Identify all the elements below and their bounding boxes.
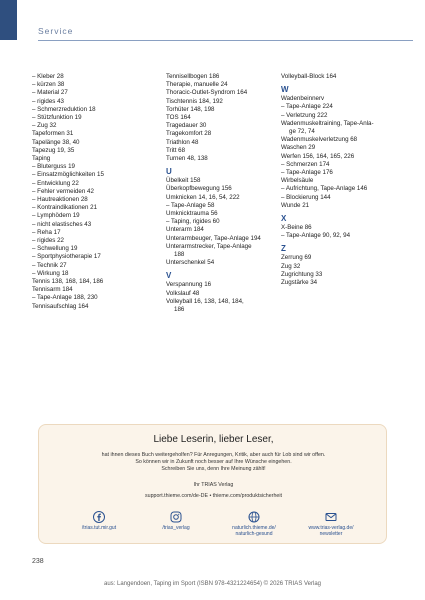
index-entry: Unterarmstrecker, Tape-Anlage <box>166 242 252 250</box>
index-entry: – Tape-Anlage 58 <box>166 201 215 209</box>
index-entry: Tapezug 19, 35 <box>32 146 75 154</box>
index-entry: Zugstärke 34 <box>281 279 318 287</box>
card-message <box>53 452 374 474</box>
index-entry: Übelkeit 158 <box>166 177 201 185</box>
index-entry: Tritt 68 <box>166 146 186 154</box>
website-label-line-2: naturlich-gesund <box>235 531 273 537</box>
index-entry: – Schmerzreduktion 18 <box>32 105 96 113</box>
index-entry: TOS 164 <box>166 114 191 122</box>
card-signature: Ihr TRIAS Verlag <box>193 482 234 488</box>
index-entry: – Bluterguss 19 <box>32 163 75 171</box>
reader-feedback-card <box>38 424 387 544</box>
index-entry: – Lymphödem 19 <box>32 212 80 220</box>
index-entry: – Tape-Anlage 224 <box>281 103 333 111</box>
social-facebook[interactable] <box>59 511 139 531</box>
page-number: 238 <box>32 558 44 565</box>
index-entry: Volleyball-Block 164 <box>281 73 337 80</box>
index-entry: – Stützfunktion 19 <box>32 114 82 122</box>
index-letter-heading: U <box>166 167 172 177</box>
index-entry: Wadenmuskeltraining, Tape-Anla- <box>281 119 374 127</box>
index-entry: – rigides 22 <box>32 237 64 245</box>
instagram-icon <box>170 511 182 523</box>
support-links[interactable]: support.thieme.com/de-DE • thieme.com/produktsicherheit <box>145 493 282 499</box>
index-entry: – Reha 17 <box>32 228 61 236</box>
index-entry: Tragedauer 30 <box>166 122 207 130</box>
social-instagram[interactable] <box>136 511 216 531</box>
top-band <box>0 0 425 28</box>
index-entry: Volleyball 16, 138, 148, 184, <box>166 297 244 305</box>
mail-icon <box>325 511 337 523</box>
index-entry: Volkslauf 48 <box>166 289 200 297</box>
index-entry: Taping <box>32 155 51 163</box>
index-entry: – rigides 43 <box>32 97 64 105</box>
globe-icon <box>248 511 260 523</box>
newsletter-label-line-1: www.trias-verlag.de/ <box>308 525 354 531</box>
index-entry: Tragekomfort 28 <box>166 130 212 138</box>
index-letter-heading: Z <box>281 244 286 254</box>
index-entry: – Verletzung 222 <box>281 111 328 119</box>
index-entry: – Einsatzmöglichkeiten 15 <box>32 171 104 179</box>
index-entry: Waschen 29 <box>281 144 316 152</box>
index-entry: – Zug 32 <box>32 122 57 130</box>
section-color-bar <box>0 0 17 40</box>
website-label-line-1: naturlich.thieme.de/ <box>232 525 276 531</box>
index-entry: X-Beine 86 <box>281 224 312 232</box>
index-entry: – Technik 27 <box>32 261 67 269</box>
index-entry: Tischtennis 184, 192 <box>166 97 223 105</box>
website-link[interactable] <box>214 511 294 537</box>
index-entry: 188 <box>174 251 185 259</box>
index-entry: Tapeformen 31 <box>32 130 74 138</box>
index-entry: Zugrichtung 33 <box>281 270 323 278</box>
index-entry: Verspannung 16 <box>166 281 212 289</box>
index-entry: – Wirkung 18 <box>32 269 69 277</box>
index-column-2 <box>166 73 276 314</box>
card-message-line-1: hat ihnen dieses Buch weitergeholfen? Für Anregungen, Kritik, aber auch für Lob sind wir offen. <box>101 452 326 458</box>
index-column-3 <box>281 73 401 287</box>
index-entry: – Kleber 28 <box>32 73 64 80</box>
copyright-footer: aus: Langendoen, Taping im Sport (ISBN 978-4321224654) © 2026 TRIAS Verlag <box>103 581 321 587</box>
index-entry: – Blockierung 144 <box>281 193 331 201</box>
index-letter-heading: X <box>281 214 287 224</box>
index-entry: Wunde 21 <box>281 201 310 209</box>
index-entry: Unterschenkel 54 <box>166 259 215 267</box>
facebook-icon <box>93 511 105 523</box>
index-letter-heading: V <box>166 271 172 281</box>
index-entry: Wadenmuskelverletzung 68 <box>281 136 358 144</box>
index-entry: Wirbelsäule <box>281 177 314 185</box>
newsletter-link[interactable] <box>291 511 371 537</box>
index-entry: – Sportphysiotherapie 17 <box>32 253 101 261</box>
index-entry: Therapie, manuelle 24 <box>166 81 228 89</box>
index-entry: Umknicken 14, 16, 54, 222 <box>166 193 240 201</box>
index-entry: Umknicktrauma 56 <box>166 210 218 218</box>
newsletter-label-line-2: newsletter <box>319 531 343 537</box>
index-entry: – Aufrichtung, Tape-Anlage 146 <box>281 185 368 193</box>
index-letter-heading: W <box>281 85 289 95</box>
index-entry: – Schmerzen 174 <box>281 160 330 168</box>
index-entry: Zerrung 69 <box>281 254 312 262</box>
index-entry: – kürzen 38 <box>32 81 65 89</box>
index-entry: Tennisarm 184 <box>32 286 73 294</box>
card-message-line-2: So können wir in Zukunft noch besser auf Ihre Wünsche eingehen. <box>135 459 292 466</box>
index-entry: Unterarm 184 <box>166 226 204 234</box>
index-entry: – nicht elastisches 43 <box>32 220 92 228</box>
index-entry: – Taping, rigides 60 <box>166 218 220 226</box>
card-title: Liebe Leserin, lieber Leser, <box>153 434 274 445</box>
index-entry: Tennisaufschlag 164 <box>32 302 89 310</box>
section-label: Service <box>38 26 74 36</box>
index-entry: Tapelänge 38, 40 <box>32 138 80 146</box>
index-entry: – Material 27 <box>32 89 68 97</box>
index-entry: Triathlon 48 <box>166 138 199 146</box>
index-entry: – Kontraindikationen 21 <box>32 204 98 212</box>
index-entry: Torhüter 148, 198 <box>166 105 215 113</box>
index-entry: Turnen 48, 138 <box>166 155 208 163</box>
index-entry: – Tape-Anlage 188, 230 <box>32 294 98 302</box>
index-entry: 186 <box>174 306 185 314</box>
index-entry: Tennis 138, 168, 184, 186 <box>32 278 104 286</box>
index-entry: Zug 32 <box>281 262 301 270</box>
index-entry: – Fehler vermeiden 42 <box>32 187 94 195</box>
index-entry: Thoracic-Outlet-Syndrom 164 <box>166 89 248 97</box>
index-entry: – Entwicklung 22 <box>32 179 79 187</box>
index-entry: – Schwellung 19 <box>32 245 78 253</box>
index-entry: ge 72, 74 <box>289 128 315 136</box>
section-divider <box>38 40 413 41</box>
index-entry: – Hautreaktionen 28 <box>32 196 88 204</box>
index-entry: Wadenbeinnerv <box>281 95 325 103</box>
index-column-1 <box>32 73 147 311</box>
index-entry: Unterarmbeuger, Tape-Anlage 194 <box>166 234 261 242</box>
social-facebook-label: /trias.tut.mir.gut <box>81 525 117 531</box>
index-entry: Tennisellbogen 186 <box>166 73 220 80</box>
social-instagram-label: /trias_verlag <box>162 525 190 531</box>
index-entry: Werfen 156, 164, 165, 226 <box>281 152 355 160</box>
index-entry: – Tape-Anlage 90, 92, 94 <box>281 232 351 240</box>
card-message-line-3: Schreiben Sie uns, denn Ihre Meinung zählt! <box>161 466 266 473</box>
index-entry: – Tape-Anlage 176 <box>281 169 333 177</box>
index-entry: Überkopfbewegung 156 <box>166 185 232 193</box>
